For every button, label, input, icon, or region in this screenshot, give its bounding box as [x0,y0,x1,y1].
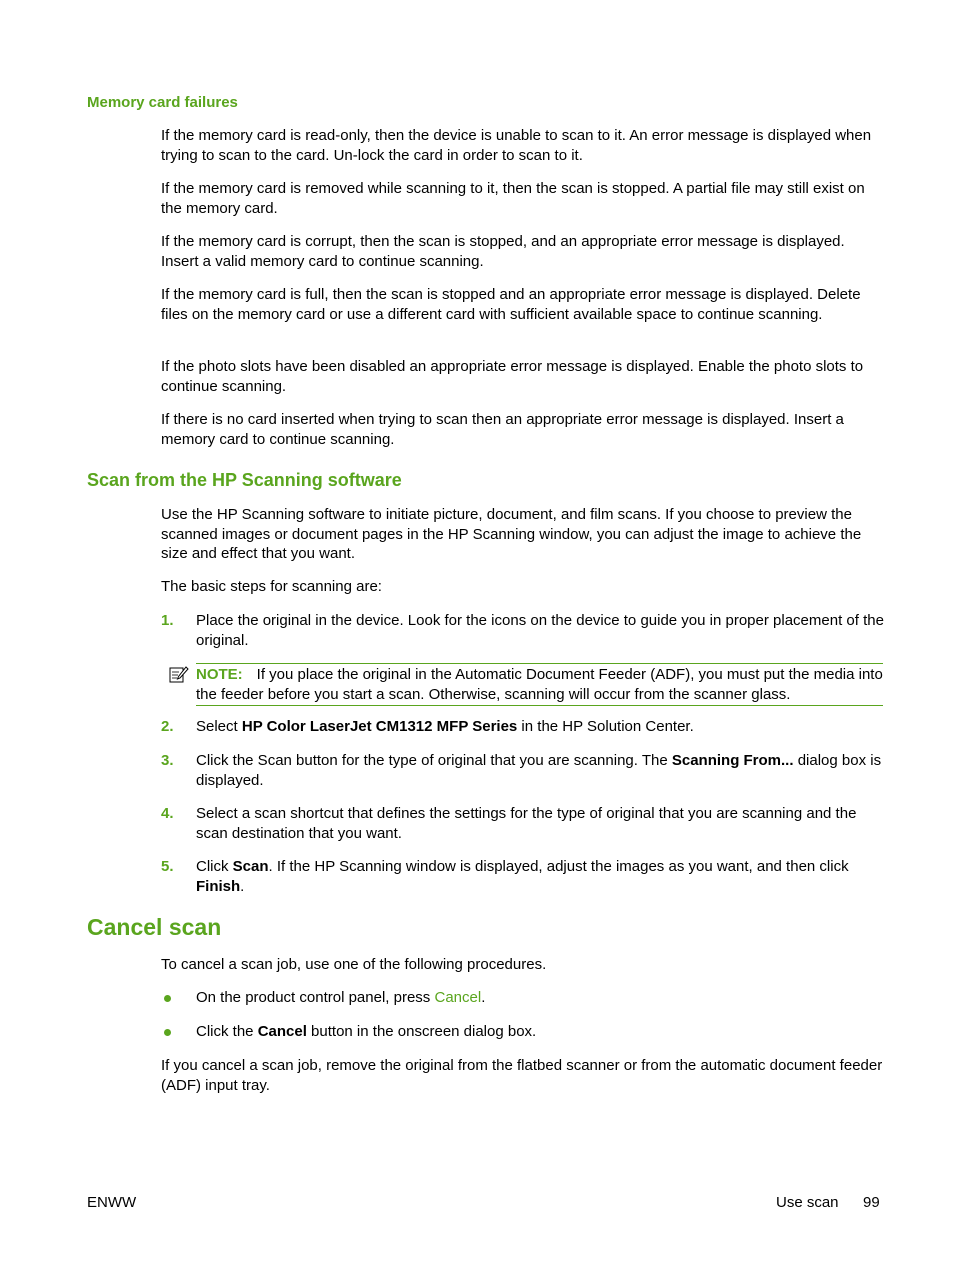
footer-section: Use scan [776,1194,839,1211]
memory-card-failures-heading: Memory card failures [87,94,238,111]
step-text-part: Select [196,718,242,735]
step-text: Place the original in the device. Look for the icons on the device to guide you in proper placement of the original. [196,612,884,649]
step-text [196,717,884,737]
finish-label: Finish [196,877,241,895]
paragraph: If you cancel a scan job, remove the original from the flatbed scanner or from the automatic document feeder (ADF) input tray. [161,1057,883,1094]
scan-software-heading: Scan from the HP Scanning software [87,470,402,490]
paragraph: Use the HP Scanning software to initiate picture, document, and film scans. If you choose to preview the scanned images or document pages in the HP Scanning window, you can adjust the image to achieve the size and effect that you want. [161,506,862,562]
cancel-label: Cancel [257,1023,307,1040]
cancel-scan-heading: Cancel scan [87,914,222,940]
step-number: 2. [161,718,174,735]
paragraph: To cancel a scan job, use one of the following procedures. [161,956,547,973]
note-text: If you place the original in the Automatic Document Feeder (ADF), you must put the media into the feeder before you start a scan. Otherwise, scanning will occur from the scanner glass. [196,666,883,703]
bullet-icon [164,1029,171,1036]
step-text-part: Click [196,858,233,875]
step-text-part: dialog box is displayed. [196,752,882,789]
paragraph: If there is no card inserted when trying to scan then an appropriate error message is displayed. Insert a memory card to continue scanning. [161,411,844,448]
bullet-text-part: On the product control panel, press [196,989,435,1006]
footer-left: ENWW [87,1194,137,1211]
scan-label: Scan [232,858,269,875]
note-label: NOTE: [196,666,243,683]
step-text-part: . If the HP Scanning window is displayed, adjust the images as you want, and then click [268,858,849,875]
step-number: 3. [161,752,174,769]
step-text: Select a scan shortcut that defines the settings for the type of original that you are scanning and the scan destination that you want. [196,805,857,842]
product-name: HP Color LaserJet CM1312 MFP Series [241,718,518,735]
paragraph: If the memory card is removed while scanning to it, then the scan is stopped. A partial file may still exist on the memory card. [161,180,865,217]
cancel-button-reference: Cancel [434,989,482,1006]
step-number: 4. [161,805,174,822]
paragraph: If the photo slots have been disabled an appropriate error message is displayed. Enable the photo slots to continue scanning. [161,358,864,395]
paragraph: If the memory card is corrupt, then the scan is stopped, and an appropriate error message is displayed. Insert a valid memory card to continue scanning. [161,233,845,270]
dialog-name: Scanning From... [671,752,794,769]
step-text-part: Click the Scan button for the type of original that you are scanning. The [196,752,672,769]
bullet-text-part: Click the [196,1023,258,1040]
bullet-text [196,988,884,1008]
step-text [196,857,884,896]
bullet-text [196,1022,884,1042]
paragraph: If the memory card is read-only, then the device is unable to scan to it. An error message is displayed when trying to scan to the card. Un-lock the card in order to scan to it. [161,127,872,164]
bullet-text-part: . [481,989,486,1006]
step-number: 5. [161,858,174,875]
note-box [196,663,883,706]
step-number: 1. [161,612,174,629]
page-number: 99 [863,1194,880,1211]
paragraph: The basic steps for scanning are: [161,578,382,595]
note-pencil-icon [169,666,189,684]
paragraph: If the memory card is full, then the scan is stopped and an appropriate error message is displayed. Delete files on the memory card or use a different card with sufficient available space to continue scanning. [161,286,861,323]
step-text-part: . [240,877,245,895]
bullet-icon [164,995,171,1002]
bullet-text-part: button in the onscreen dialog box. [306,1023,537,1040]
step-text [196,751,884,790]
step-text-part: in the HP Solution Center. [517,718,694,735]
